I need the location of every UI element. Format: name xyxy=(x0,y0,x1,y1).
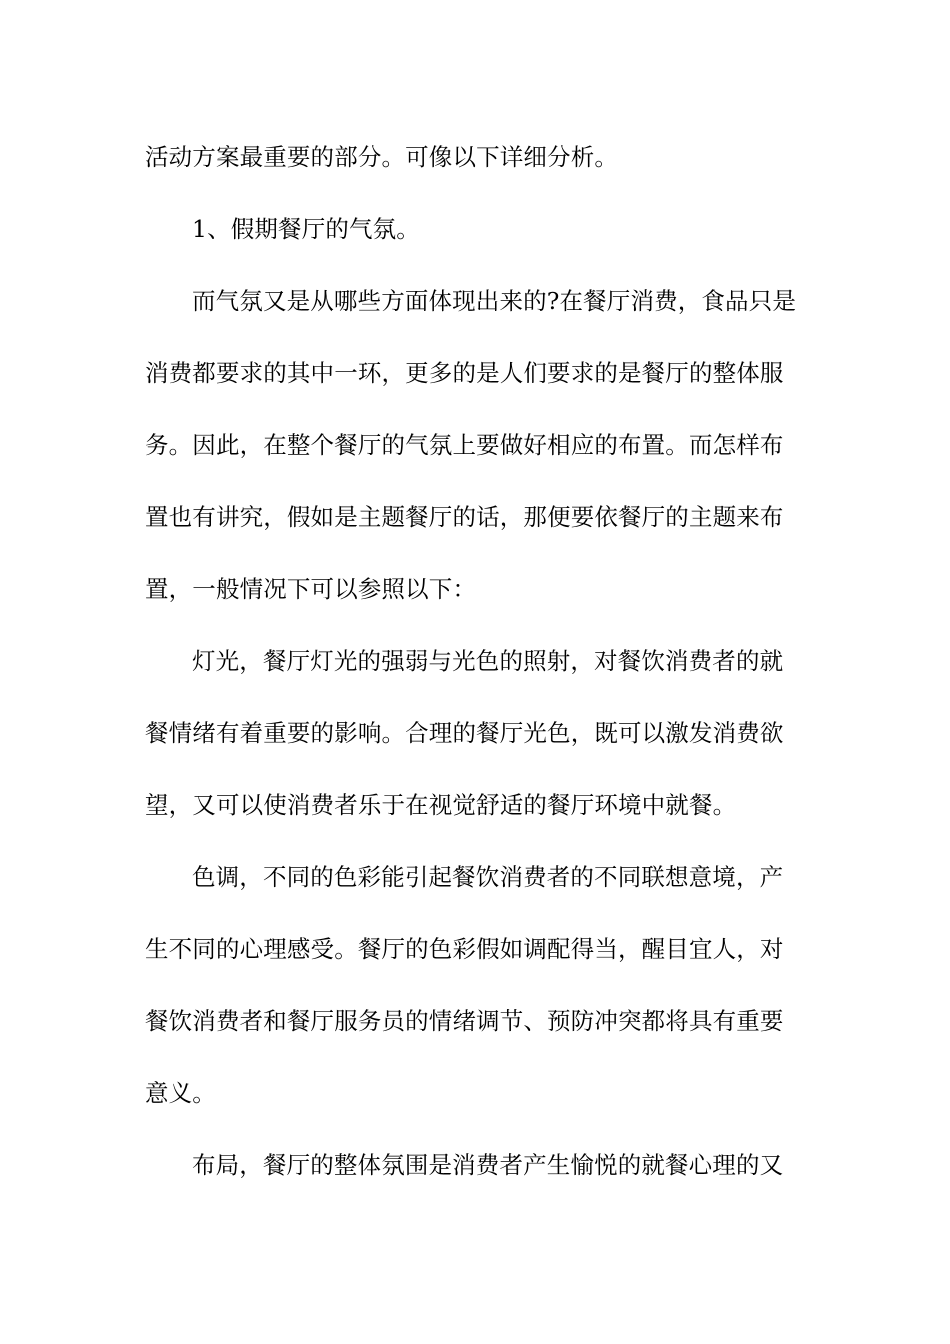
document-body xyxy=(145,128,810,1194)
text-line-11: 色调，不同的色彩能引起餐饮消费者的不同联想意境，产 xyxy=(192,863,784,891)
line-gap xyxy=(145,402,810,416)
text-line-9: 餐情绪有着重要的影响。合理的餐厅光色，既可以激发消费欲 xyxy=(145,719,784,747)
text-line-13: 餐饮消费者和餐厅服务员的情绪调节、预防冲突都将具有重要 xyxy=(145,1007,784,1035)
line-gap xyxy=(145,186,810,200)
text-line-3: 而气氛又是从哪些方面体现出来的?在餐厅消费，食品只是 xyxy=(192,287,796,315)
text-line-1: 活动方案最重要的部分。可像以下详细分析。 xyxy=(145,143,618,171)
line-gap xyxy=(145,474,810,488)
line-gap xyxy=(145,834,810,848)
text-line-10: 望，又可以使消费者乐于在视觉舒适的餐厅环境中就餐。 xyxy=(145,791,737,819)
line-gap xyxy=(145,690,810,704)
line-gap xyxy=(145,762,810,776)
line-gap xyxy=(145,1050,810,1064)
text-line-6: 置也有讲究，假如是主题餐厅的话，那便要依餐厅的主题来布 xyxy=(145,503,784,531)
line-gap xyxy=(145,330,810,344)
line-gap xyxy=(145,906,810,920)
text-line-5: 务。因此，在整个餐厅的气氛上要做好相应的布置。而怎样布 xyxy=(145,431,784,459)
text-line-2: 1、假期餐厅的气氛。 xyxy=(192,215,420,243)
text-line-15: 布局，餐厅的整体氛围是消费者产生愉悦的就餐心理的又 xyxy=(192,1151,784,1179)
text-line-12: 生不同的心理感受。餐厅的色彩假如调配得当，醒目宜人，对 xyxy=(145,935,784,963)
line-gap xyxy=(145,978,810,992)
line-gap xyxy=(145,258,810,272)
line-gap xyxy=(145,1122,810,1136)
text-line-7: 置，一般情况下可以参照以下： xyxy=(145,575,477,603)
text-line-14: 意义。 xyxy=(145,1079,216,1107)
line-gap xyxy=(145,618,810,632)
text-line-4: 消费都要求的其中一环，更多的是人们要求的是餐厅的整体服 xyxy=(145,359,784,387)
line-gap xyxy=(145,546,810,560)
text-line-8: 灯光，餐厅灯光的强弱与光色的照射，对餐饮消费者的就 xyxy=(192,647,784,675)
